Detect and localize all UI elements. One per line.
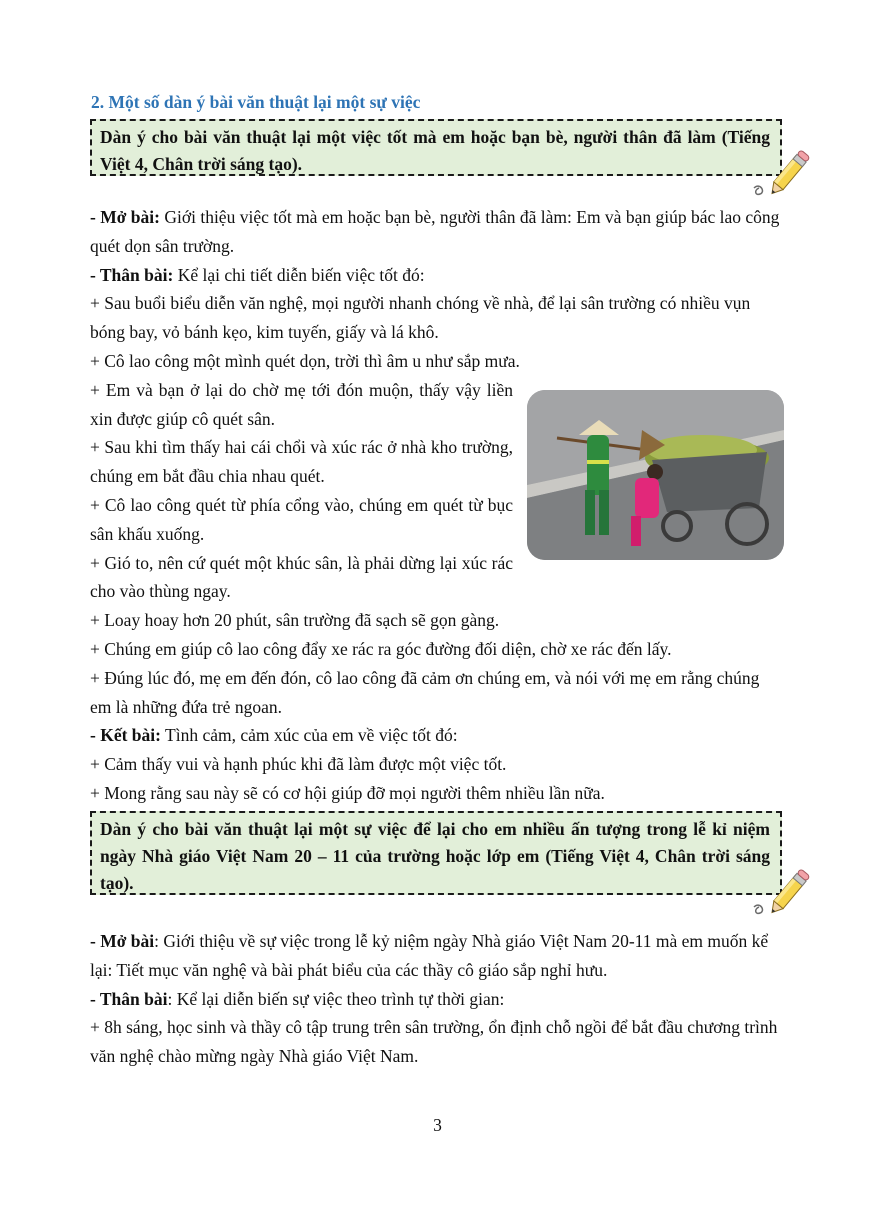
- body-label: - Thân bài: [90, 988, 168, 1009]
- body-text: : Kể lại diễn biến sự việc theo trình tự thời gian:: [167, 988, 505, 1009]
- list-item: + Chúng em giúp cô lao công đẩy xe rác ra góc đường đối diện, chờ xe rác đến lấy.: [90, 638, 672, 659]
- list-item: + Gió to, nên cứ quét một khúc sân, là phải dừng lại xúc rác cho vào thùng ngay.: [90, 552, 513, 602]
- list-item: + Sau khi tìm thấy hai cái chổi và xúc rác ở nhà kho trường, chúng em bắt đầu chia nhau quét.: [90, 437, 513, 487]
- list-item: + Cảm thấy vui và hạnh phúc khi đã làm được một việc tốt.: [90, 754, 507, 775]
- intro-label: - Mở bài: [90, 931, 155, 951]
- outline2-content: [90, 927, 785, 1071]
- outline2-title-box: [90, 811, 782, 895]
- pencil-icon: [750, 142, 816, 198]
- list-item: + Đúng lúc đó, mẹ em đến đón, cô lao công đã cảm ơn chúng em, và nói với mẹ em rằng chúng em là những đứa trẻ ngoan.: [90, 667, 760, 717]
- page-number: 3: [433, 1115, 442, 1135]
- outline2-body: [90, 985, 785, 1014]
- pencil-icon: [750, 861, 816, 917]
- intro-text: Giới thiệu việc tốt mà em hoặc bạn bè, người thân đã làm: Em và bạn giúp bác lao công quét dọn sân trường.: [90, 207, 780, 256]
- outline2-title: Dàn ý cho bài văn thuật lại một sự việc để lại cho em nhiều ấn tượng trong lễ kỉ niệm ngày Nhà giáo Việt Nam 20 – 11 của trường hoặc lớp em (Tiếng Việt 4, Chân trời sáng tạo).: [100, 819, 770, 893]
- list-item: + Em và bạn ở lại do chờ mẹ tới đón muộn, thấy vậy liền xin được giúp cô quét sân.: [90, 379, 513, 429]
- street-cleaning-photo: [527, 390, 784, 560]
- conclusion-text: Tình cảm, cảm xúc của em về việc tốt đó:: [160, 725, 458, 746]
- intro-label: - Mở bài:: [90, 207, 160, 227]
- list-item: + 8h sáng, học sinh và thầy cô tập trung trên sân trường, ổn định chỗ ngồi để bắt đầu chương trình văn nghệ chào mừng ngày Nhà giáo Việt Nam.: [90, 1017, 778, 1067]
- outline1-intro: [90, 203, 785, 261]
- list-item: + Sau buổi biểu diễn văn nghệ, mọi người nhanh chóng về nhà, để lại sân trường có nhiều vụn bóng bay, vỏ bánh kẹo, kim tuyến, giấy và lá khô.: [90, 293, 751, 343]
- list-item: + Mong rằng sau này sẽ có cơ hội giúp đỡ mọi người thêm nhiều lần nữa.: [90, 782, 605, 803]
- list-item: + Cô lao công quét từ phía cổng vào, chúng em quét từ bục sân khấu xuống.: [90, 494, 513, 544]
- outline1-title-box: [90, 119, 782, 176]
- list-item: + Cô lao công một mình quét dọn, trời thì âm u như sắp mưa.: [90, 350, 520, 371]
- outline1-conclusion: [90, 721, 785, 750]
- outline1-body: [90, 261, 785, 290]
- conclusion-label: - Kết bài:: [90, 725, 161, 746]
- outline1-title: Dàn ý cho bài văn thuật lại một việc tốt mà em hoặc bạn bè, người thân đã làm (Tiếng Việt 4, Chân trời sáng tạo).: [100, 127, 770, 174]
- section-heading: 2. Một số dàn ý bài văn thuật lại một sự việc: [91, 92, 421, 112]
- body-label: - Thân bài:: [90, 264, 174, 285]
- list-item: + Loay hoay hơn 20 phút, sân trường đã sạch sẽ gọn gàng.: [90, 610, 500, 631]
- intro-text: : Giới thiệu về sự việc trong lễ kỷ niệm ngày Nhà giáo Việt Nam 20-11 mà em muốn kể lại: Tiết mục văn nghệ và bài phát biểu của các thầy cô giáo sắp nghỉ hưu.: [90, 931, 769, 980]
- body-text: Kể lại chi tiết diễn biến việc tốt đó:: [173, 264, 425, 285]
- outline2-intro: [90, 927, 785, 985]
